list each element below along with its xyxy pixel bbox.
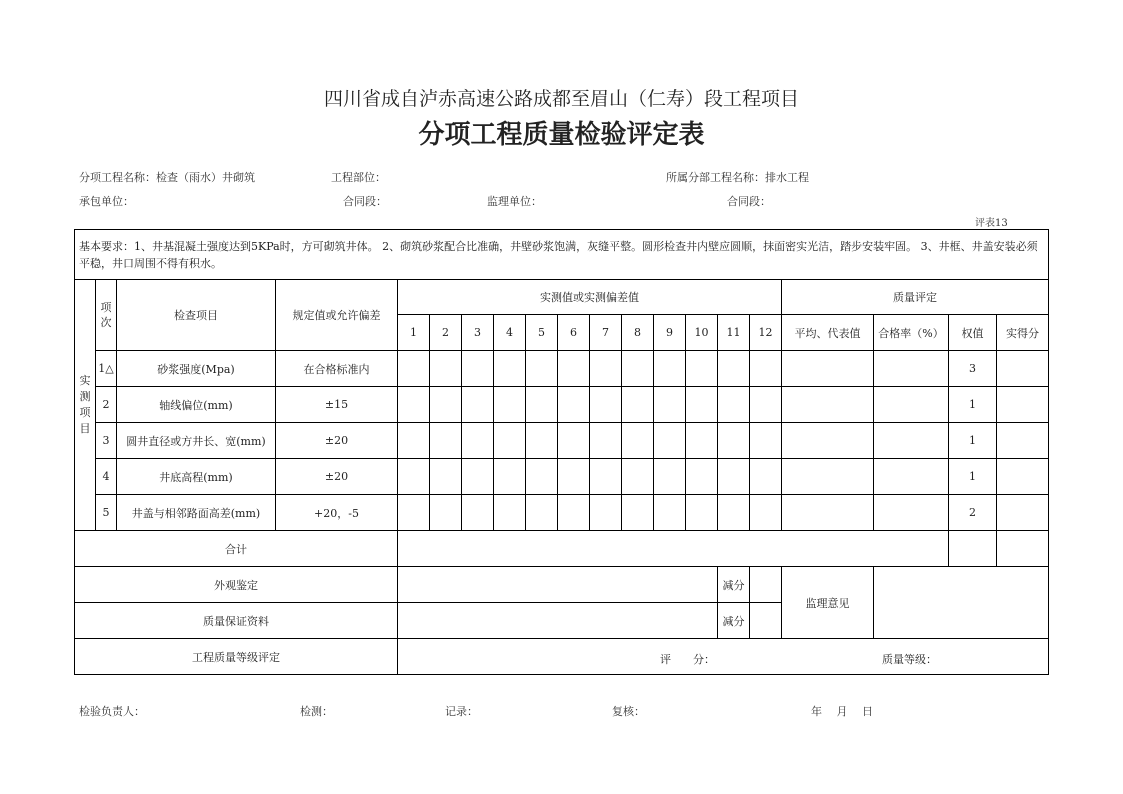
pass-rate-header: 合格率（%） (874, 315, 949, 351)
total-weight-cell[interactable] (949, 531, 997, 567)
col-header: 7 (590, 315, 622, 351)
measure-cell[interactable] (462, 459, 494, 495)
measure-cell[interactable] (462, 495, 494, 531)
row-seq: 4 (96, 459, 117, 495)
measure-cell[interactable] (622, 351, 654, 387)
measure-cell[interactable] (462, 423, 494, 459)
average-cell[interactable] (782, 459, 874, 495)
appearance-label: 外观鉴定 (75, 567, 398, 603)
measure-cell[interactable] (398, 423, 430, 459)
row-weight: 3 (949, 351, 997, 387)
measure-cell[interactable] (590, 387, 622, 423)
weight-header: 权值 (949, 315, 997, 351)
measure-cell[interactable] (558, 495, 590, 531)
row-item: 轴线偏位(mm) (117, 387, 276, 423)
measured-header: 实测值或实测偏差值 (398, 280, 782, 315)
seq-header: 项次 (100, 301, 112, 329)
pass-rate-cell[interactable] (874, 495, 949, 531)
measure-cell[interactable] (718, 387, 750, 423)
col-header: 5 (526, 315, 558, 351)
measure-cell[interactable] (750, 495, 782, 531)
col-header: 12 (750, 315, 782, 351)
score-field-label: 评 分： (660, 653, 715, 666)
quality-docs-deduct-value[interactable] (750, 603, 782, 639)
quality-docs-value[interactable] (398, 603, 718, 639)
measure-cell[interactable] (526, 459, 558, 495)
measure-cell[interactable] (750, 351, 782, 387)
measure-cell[interactable] (526, 351, 558, 387)
col-header: 2 (430, 315, 462, 351)
row-seq: 5 (96, 495, 117, 531)
measure-cell[interactable] (558, 459, 590, 495)
measure-cell[interactable] (398, 459, 430, 495)
table-row (75, 423, 1049, 459)
pass-rate-cell[interactable] (874, 459, 949, 495)
parent-project-label: 所属分部工程名称：排水工程 (666, 171, 809, 184)
pass-rate-cell[interactable] (874, 423, 949, 459)
measure-cell[interactable] (526, 495, 558, 531)
total-row (75, 531, 1049, 567)
measure-cell[interactable] (558, 387, 590, 423)
score-cell[interactable] (997, 459, 1049, 495)
measure-cell[interactable] (654, 351, 686, 387)
table-row (75, 387, 1049, 423)
row-tolerance: ±20 (276, 423, 398, 459)
average-cell[interactable] (782, 387, 874, 423)
appearance-row (75, 567, 1049, 603)
supervision-value[interactable] (874, 567, 1049, 639)
measure-cell[interactable] (686, 495, 718, 531)
tester-label: 检测： (300, 705, 333, 718)
supervision-label: 监理意见 (782, 567, 874, 639)
row-weight: 1 (949, 423, 997, 459)
appearance-deduct-value[interactable] (750, 567, 782, 603)
supervisor-label: 监理单位： (487, 195, 542, 208)
table-row (75, 495, 1049, 531)
col-header: 9 (654, 315, 686, 351)
measure-cell[interactable] (686, 387, 718, 423)
contract-section-label: 合同段： (343, 195, 387, 208)
tolerance-header: 规定值或允许偏差 (276, 280, 398, 351)
total-score-cell[interactable] (997, 531, 1049, 567)
grade-row (75, 639, 1049, 675)
measure-cell[interactable] (718, 459, 750, 495)
measure-cell[interactable] (622, 387, 654, 423)
measure-cell[interactable] (686, 423, 718, 459)
measure-cell[interactable] (494, 423, 526, 459)
measure-cell[interactable] (430, 459, 462, 495)
measure-cell[interactable] (750, 387, 782, 423)
col-header: 4 (494, 315, 526, 351)
measure-cell[interactable] (654, 459, 686, 495)
item-name-label: 分项工程名称：检查（雨水）井砌筑 (79, 171, 255, 184)
project-title: 四川省成自泸赤高速公路成都至眉山（仁寿）段工程项目 (323, 88, 799, 110)
reviewer-label: 复核： (612, 705, 645, 718)
measure-cell[interactable] (398, 387, 430, 423)
measure-cell[interactable] (398, 351, 430, 387)
measure-cell[interactable] (750, 459, 782, 495)
measure-cell[interactable] (590, 495, 622, 531)
row-weight: 1 (949, 459, 997, 495)
measure-cell[interactable] (430, 351, 462, 387)
score-cell[interactable] (997, 495, 1049, 531)
measure-cell[interactable] (654, 423, 686, 459)
measure-cell[interactable] (750, 423, 782, 459)
row-item: 砂浆强度(Mpa) (117, 351, 276, 387)
row-seq: 2 (96, 387, 117, 423)
measure-cell[interactable] (622, 495, 654, 531)
quality-docs-deduct-label: 减分 (718, 603, 750, 639)
measure-cell[interactable] (558, 351, 590, 387)
row-item: 圆井直径或方井长、宽(mm) (117, 423, 276, 459)
score-cell[interactable] (997, 387, 1049, 423)
measure-cell[interactable] (494, 351, 526, 387)
row-tolerance: ±15 (276, 387, 398, 423)
section-label: 实测项目 (79, 374, 91, 435)
average-cell[interactable] (782, 495, 874, 531)
measure-cell[interactable] (718, 423, 750, 459)
row-weight: 1 (949, 387, 997, 423)
score-cell[interactable] (997, 351, 1049, 387)
row-seq: 3 (96, 423, 117, 459)
measure-cell[interactable] (494, 459, 526, 495)
score-header: 实得分 (997, 315, 1049, 351)
measure-cell[interactable] (654, 387, 686, 423)
row-tolerance: +20，-5 (276, 495, 398, 531)
appearance-deduct-label: 减分 (718, 567, 750, 603)
form-title: 分项工程质量检验评定表 (418, 120, 705, 150)
measure-cell[interactable] (494, 495, 526, 531)
measure-cell[interactable] (686, 459, 718, 495)
score-cell[interactable] (997, 423, 1049, 459)
measure-cell[interactable] (430, 495, 462, 531)
col-header: 10 (686, 315, 718, 351)
measure-cell[interactable] (590, 351, 622, 387)
row-tolerance: 在合格标准内 (276, 351, 398, 387)
row-item: 井盖与相邻路面高差(mm) (117, 495, 276, 531)
appearance-value[interactable] (398, 567, 718, 603)
measure-cell[interactable] (430, 387, 462, 423)
row-weight: 2 (949, 495, 997, 531)
date-label: 年 月 日 (811, 705, 873, 718)
measure-cell[interactable] (590, 423, 622, 459)
row-item: 井底高程(mm) (117, 459, 276, 495)
col-header: 11 (718, 315, 750, 351)
contract-section-label-2: 合同段： (727, 195, 771, 208)
col-header: 1 (398, 315, 430, 351)
recorder-label: 记录： (445, 705, 478, 718)
basic-requirements: 基本要求：1、井基混凝土强度达到5KPa时，方可砌筑井体。 2、砌筑砂浆配合比准确，井壁砂浆饱满，灰缝平整。圆形检查井内壁应圆顺，抹面密实光洁，踏步安装牢固。 3、井框、井盖安装必须平稳，井口周围不得有积水。 (75, 230, 1049, 280)
measure-cell[interactable] (462, 351, 494, 387)
grade-value[interactable] (398, 639, 1049, 675)
measure-cell[interactable] (590, 459, 622, 495)
col-header: 6 (558, 315, 590, 351)
measure-cell[interactable] (462, 387, 494, 423)
grade-label: 工程质量等级评定 (75, 639, 398, 675)
measure-cell[interactable] (526, 423, 558, 459)
quality-docs-label: 质量保证资料 (75, 603, 398, 639)
average-header: 平均、代表值 (782, 315, 874, 351)
table-row (75, 459, 1049, 495)
total-value-cell[interactable] (398, 531, 949, 567)
evaluation-table (74, 229, 1049, 675)
inspector-label: 检验负责人： (79, 705, 145, 718)
seq-header-cell (96, 280, 117, 351)
measure-cell[interactable] (398, 495, 430, 531)
total-label: 合计 (75, 531, 398, 567)
measure-cell[interactable] (526, 387, 558, 423)
measure-cell[interactable] (622, 423, 654, 459)
location-label: 工程部位： (331, 171, 386, 184)
measure-cell[interactable] (494, 387, 526, 423)
table-row (75, 351, 1049, 387)
quality-header: 质量评定 (782, 280, 1049, 315)
row-tolerance: ±20 (276, 459, 398, 495)
average-cell[interactable] (782, 423, 874, 459)
measure-cell[interactable] (718, 495, 750, 531)
measure-cell[interactable] (622, 459, 654, 495)
pass-rate-cell[interactable] (874, 387, 949, 423)
form-number: 评表13 (975, 218, 1008, 229)
section-label-cell (75, 280, 96, 531)
col-header: 8 (622, 315, 654, 351)
measure-cell[interactable] (558, 423, 590, 459)
col-header: 3 (462, 315, 494, 351)
measure-cell[interactable] (718, 351, 750, 387)
quality-level-label: 质量等级： (882, 653, 937, 666)
contractor-label: 承包单位： (79, 195, 134, 208)
row-seq: 1△ (96, 351, 117, 387)
measure-cell[interactable] (654, 495, 686, 531)
measure-cell[interactable] (430, 423, 462, 459)
average-cell[interactable] (782, 351, 874, 387)
pass-rate-cell[interactable] (874, 351, 949, 387)
check-item-header: 检查项目 (117, 280, 276, 351)
measure-cell[interactable] (686, 351, 718, 387)
